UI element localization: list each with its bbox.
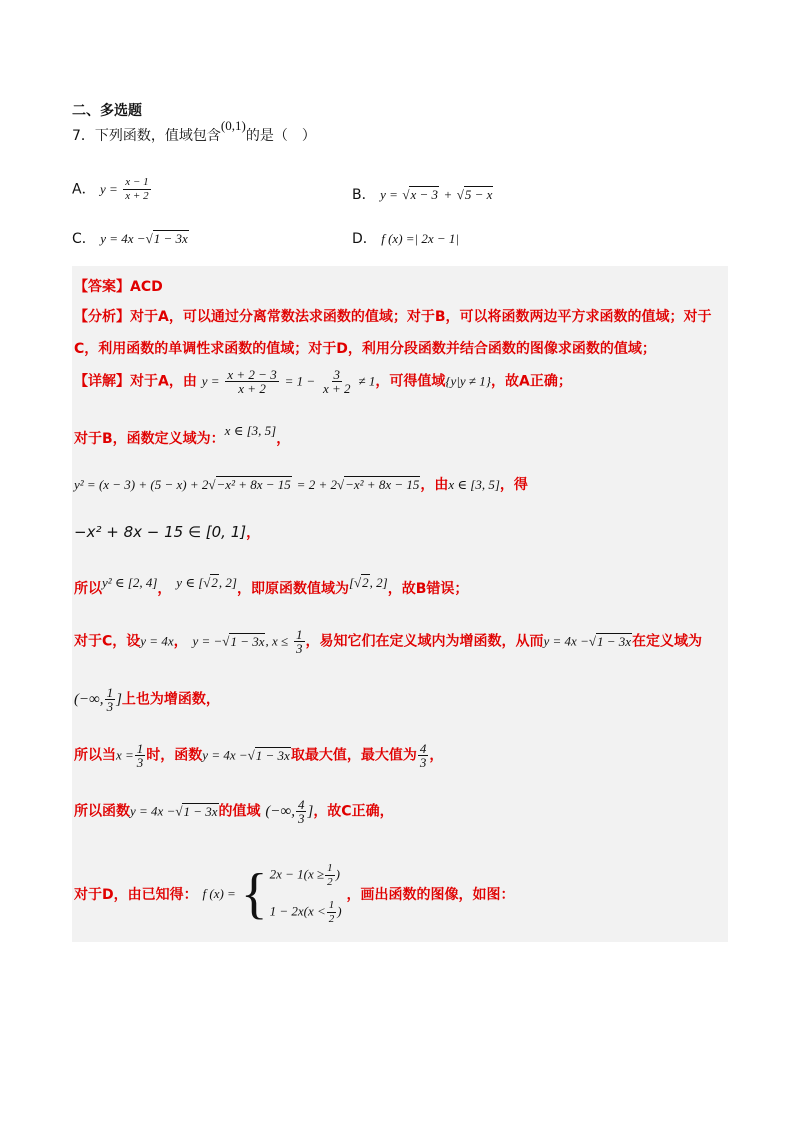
- detail-d-case1-frac: [325, 862, 335, 889]
- answer-line: [74, 276, 163, 296]
- detail-b-range-sqrt: 2: [362, 575, 369, 590]
- detail-c-rad: 1 − 3x: [230, 633, 265, 649]
- detail-c-comma: ，: [173, 633, 188, 650]
- detail-a-mid: = 1 −: [284, 373, 316, 389]
- detail-a-range: {y|y ≠ 1}: [445, 373, 491, 389]
- question-interval: (0,1): [220, 118, 246, 133]
- detail-b-de: ，得: [499, 477, 528, 493]
- option-b[interactable]: B． y = √x − 3 + √5 − x: [352, 187, 493, 203]
- detail-d-case1-close: ): [335, 866, 340, 882]
- detail-c-range-frac: [296, 798, 307, 825]
- detail-d-prefix: 对于D，由已知得：: [74, 887, 198, 903]
- option-a-num: x − 1: [125, 176, 149, 188]
- detail-c-y4x: y = 4x: [140, 633, 174, 649]
- detail-b-rad-b: −x² + 8x − 15: [345, 477, 420, 492]
- detail-d-case-2: [270, 899, 342, 926]
- option-b-label: B．: [352, 187, 376, 203]
- detail-d-fx: f (x) =: [202, 886, 236, 901]
- detail-c-x-frac: [135, 742, 146, 769]
- detail-d-line: [74, 862, 514, 926]
- detail-a-frac2-num: 3: [333, 367, 341, 382]
- detail-c-line4-prefix: 所以函数: [74, 803, 130, 820]
- answer-value: ACD: [130, 279, 163, 295]
- detail-c-time: 时，函数: [146, 747, 203, 764]
- detail-c-third-num: 1: [296, 627, 303, 642]
- detail-c-interval-num: 1: [106, 685, 114, 700]
- detail-b-range-pre: [: [348, 575, 355, 590]
- option-d-label: D．: [352, 231, 377, 247]
- option-a-lhs: y =: [100, 181, 118, 197]
- question-text-after: 的是（ ）: [245, 128, 316, 144]
- analysis-text-1: 对于A，可以通过分离常数法求函数的值域；对于B，可以将函数两边平方求函数的值域；对于: [130, 309, 712, 325]
- detail-a-frac2: [321, 368, 353, 395]
- detail-b-domain-2: x ∈ [3, 5]: [448, 477, 500, 492]
- detail-c-cond: , x ≤: [265, 633, 289, 649]
- option-c[interactable]: C． y = 4x −√1 − 3x: [72, 231, 188, 247]
- detail-c-third-den: 3: [296, 641, 303, 656]
- detail-d-case1-text: 2x − 1(x ≥: [269, 866, 325, 882]
- detail-a-suffix: ，故A正确；: [490, 373, 572, 390]
- detail-c-max-den: 3: [419, 755, 427, 770]
- detail-b-comma: ，: [276, 431, 291, 447]
- analysis-line-2: C，利用函数的单调性求函数的值域；对于D，利用分段函数并结合函数的图像求函数的值域；: [74, 341, 656, 357]
- question-text: [72, 118, 316, 145]
- detail-b-range-post: , 2]: [369, 575, 388, 590]
- detail-d-case2-num: 1: [328, 899, 335, 911]
- option-b-lhs: y =: [380, 187, 398, 202]
- detail-c-func-lhs: y = 4x −: [543, 633, 589, 649]
- detail-c-line-4: 所以函数y = 4x −√1 − 3x的值域 (−∞, $\frac{4}{3}$ ]，故C正确，: [74, 797, 394, 826]
- detail-b-y-range-pre: y ∈ [: [176, 575, 204, 590]
- option-a-den: x + 2: [125, 190, 149, 202]
- detail-c-suffix-2: ，故C正确，: [313, 803, 394, 820]
- option-b-rad1: x − 3: [410, 187, 438, 202]
- detail-b-domain: x ∈ [3, 5]: [224, 423, 277, 438]
- analysis-line-1: [74, 306, 712, 326]
- option-c-rad: 1 − 3x: [153, 231, 188, 246]
- detail-c-max-num: 4: [419, 741, 427, 756]
- option-a[interactable]: [72, 176, 152, 203]
- detail-c-max-comma: ，: [429, 747, 444, 764]
- detail-d-case2-text: 1 − 2x(x <: [269, 903, 326, 919]
- detail-c-interval-frac: [105, 686, 116, 713]
- detail-c-line-3: 所以当x = $\frac{1}{3}$ 时，函数y = 4x −√1 − 3x取最大值，最大值为 $\frac{4}{3}$ ，: [74, 741, 444, 770]
- detail-c-func2-rad: 1 − 3x: [255, 747, 290, 763]
- detail-d-case2-close: ): [337, 903, 342, 919]
- detail-c-max: 取最大值，最大值为: [290, 747, 417, 764]
- detail-c-line3-prefix: 所以当: [74, 747, 116, 764]
- section-heading: 二、多选题: [72, 103, 142, 119]
- detail-b-y-range-post: , 2]: [218, 575, 237, 590]
- detail-b-mid-2: ，即原函数值域为: [236, 581, 349, 597]
- detail-b-y2: y² ∈ [2, 4]: [102, 575, 158, 590]
- detail-d-case1-num: 1: [327, 862, 333, 874]
- option-b-plus: +: [443, 187, 453, 202]
- detail-b-eq-a: y² = (x − 3) + (5 − x) + 2: [74, 477, 209, 492]
- detail-d-suffix: ，画出函数的图像，如图：: [346, 887, 515, 903]
- option-d-expr: f (x) =| 2x − 1|: [381, 231, 459, 246]
- detail-a-frac2-den: x + 2: [323, 381, 351, 396]
- detail-b-suffix: ，故B错误；: [387, 581, 469, 597]
- detail-c-func-rad: 1 − 3x: [597, 633, 632, 649]
- option-a-label: A．: [72, 181, 96, 198]
- option-d[interactable]: [352, 228, 459, 248]
- detail-d-case2-frac: [327, 899, 337, 926]
- detail-c-mid: ，易知它们在定义域内为增函数，从而: [305, 633, 544, 650]
- detail-b-line-1: [74, 423, 291, 448]
- detail-b-line3-comma: ，: [246, 525, 261, 541]
- option-a-fraction: [123, 176, 150, 203]
- detail-c-range-pre: (−∞,: [265, 803, 295, 820]
- detail-c-range-text: 的值域: [218, 803, 261, 820]
- detail-c-x-num: 1: [136, 741, 144, 756]
- detail-d-cases: { 2x − 1(x ≥ $\frac{1}{2}$ ) 1 − 2x(x < $\frac{1}{2}$ ): [240, 862, 342, 925]
- detail-c-prefix: 对于C，设: [74, 633, 141, 650]
- detail-b-eq-b: = 2 + 2: [296, 477, 337, 492]
- detail-b-line-2: y² = (x − 3) + (5 − x) + 2√−x² + 8x − 15 = 2 + 2√−x² + 8x − 15，由x ∈ [3, 5]，得: [74, 477, 528, 493]
- detail-b-line-3: [74, 522, 260, 542]
- detail-c-interval-den: 3: [106, 699, 114, 714]
- detail-b-mid: ，由: [420, 477, 449, 493]
- detail-b-line4-prefix: 所以: [74, 581, 102, 597]
- detail-c-x-eq: x =: [116, 747, 134, 763]
- detail-b-rad-a: −x² + 8x − 15: [216, 477, 291, 492]
- option-b-rad2: 5 − x: [464, 187, 493, 202]
- question-text-before: 7．下列函数，值域包含: [72, 128, 221, 144]
- detail-d-case2-den: 2: [328, 913, 335, 925]
- analysis-label: 【分析】: [74, 309, 130, 325]
- detail-a-frac1: [225, 368, 278, 395]
- detail-a-frac1-num: x + 2 − 3: [227, 367, 277, 382]
- detail-b-line-4: 所以y² ∈ [2, 4]， y ∈ [√2, 2]，即原函数值域为[√2, 2]，故B错误；: [74, 575, 469, 597]
- detail-a-prefix: 对于A，由: [130, 373, 197, 390]
- detail-c-range-post: ]: [307, 803, 314, 820]
- detail-b-sqrt2: 2: [211, 575, 218, 590]
- detail-a-lhs: y =: [201, 373, 220, 389]
- detail-c-interval-pre: (−∞,: [74, 691, 104, 708]
- detail-c-interval-post: ]: [116, 691, 122, 708]
- detail-c-range-den: 3: [297, 811, 305, 826]
- detail-d-case1-den: 2: [327, 876, 333, 888]
- detail-c-func3-lhs: y = 4x −: [130, 803, 176, 819]
- detail-c-range-num: 4: [297, 797, 305, 812]
- detail-c-func3-rad: 1 − 3x: [183, 803, 218, 819]
- detail-b-range-line: −x² + 8x − 15 ∈ [0, 1]: [74, 523, 247, 541]
- detail-c-func2-lhs: y = 4x −: [202, 747, 248, 763]
- detail-c-y-neg: y = −: [192, 633, 223, 649]
- detail-c-line2-suffix: 上也为增函数，: [121, 691, 220, 708]
- detail-a-line: [74, 368, 572, 395]
- detail-c-max-frac: [418, 742, 429, 769]
- detail-d-case-1: [270, 862, 342, 889]
- option-c-lhs: y = 4x −: [100, 231, 146, 246]
- detail-b-comma-2: ，: [157, 581, 172, 597]
- detail-c-third: [294, 628, 305, 655]
- detail-b-prefix: 对于B，函数定义域为：: [74, 431, 225, 447]
- detail-a-frac1-den: x + 2: [238, 381, 266, 396]
- detail-c-line-2: [74, 686, 220, 713]
- detail-c-line-1: 对于C，设y = 4x， y = −√1 − 3x, x ≤ $\frac{1}{3}$ ，易知它们在定义域内为增函数，从而y = 4x −√1 − 3x在定义域为: [74, 627, 703, 656]
- detail-a-ne: ≠ 1: [358, 373, 376, 389]
- detail-c-suffix: 在定义域为: [632, 633, 703, 650]
- detail-c-x-den: 3: [136, 755, 144, 770]
- answer-label: 【答案】: [74, 279, 130, 295]
- option-c-label: C．: [72, 231, 96, 247]
- detail-a-mid-text: ，可得值域: [375, 373, 446, 390]
- detail-label: 【详解】: [74, 373, 130, 390]
